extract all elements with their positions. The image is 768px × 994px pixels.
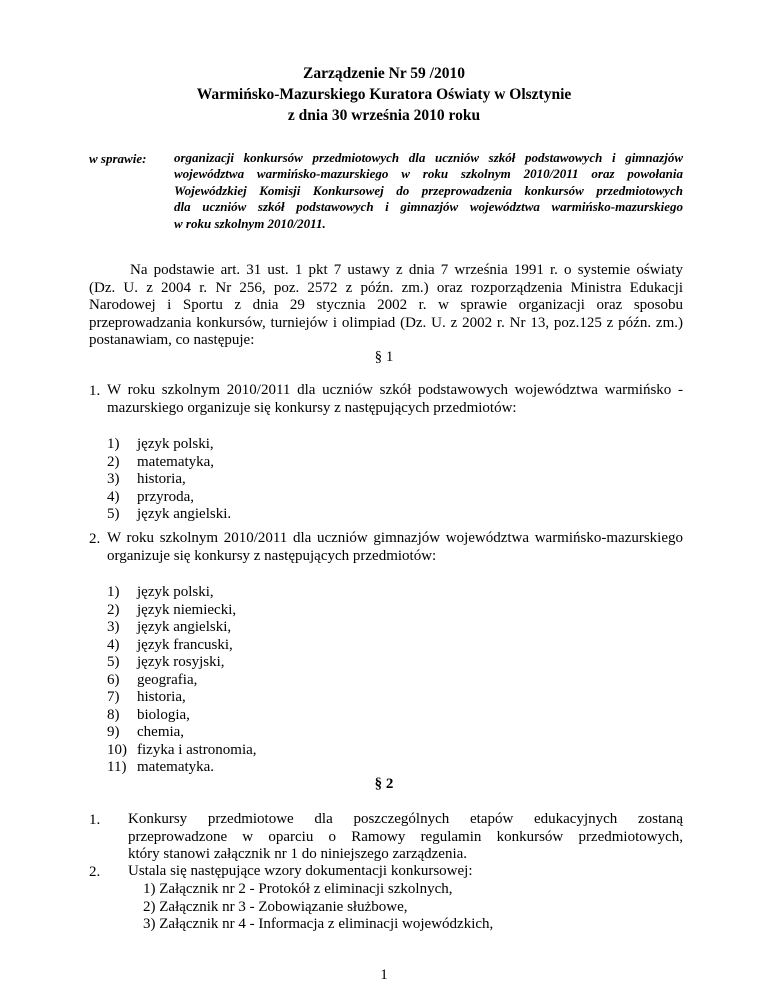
section-1-heading: § 1 [374,349,394,365]
preamble-paragraph: Na podstawie art. 31 ust. 1 pkt 7 ustawy z dnia 7 września 1991 r. o systemie oświaty (Dz. U. z 2004 r. Nr 256, poz. 2572 z późn. zm.) oraz rozporządzenia Ministra Edukacji Narodowej i Sportu z dnia 29 stycznia 2002 r. w sprawie organizacji oraz sposobu przeprowadzania konkursów, turniejów i olimpiad (Dz. U. z 2002 r. Nr 13, poz.125 z późn. zm.) postanawiam, co następuje: [89,262,683,349]
s2-point-1-text: Konkursy przedmiotowe dla poszczególnych etapów edukacyjnych zostaną przeprowadzone w oparciu o Ramowy regulamin konkursów przedmiotowych, który stanowi załącznik nr 1 do niniejszego zarządzenia. [128,811,683,863]
issuer-line: Warmińsko-Mazurskiego Kuratora Oświaty w Olsztynie [196,86,572,103]
list-item: 3) Załącznik nr 4 - Informacja z eliminacji wojewódzkich, [143,916,494,932]
subject-text: organizacji konkursów przedmiotowych dla uczniów szkół podstawowych i gimnazjów województwa warmińsko-mazurskiego w roku szkolnym 2010/2011 oraz powołania Wojewódzkiej Komisji Konkursowej do przeprowadzenia konkursów przedmiotowych dla uczniów szkół podstawowych i gimnazjów województwa warmińsko-mazurskiego w roku szkolnym 2010/2011. [174,150,683,231]
section-2-heading: § 2 [374,776,394,792]
document-title: Zarządzenie Nr 59 /2010 [302,65,465,82]
s1-point-2-text: W roku szkolnym 2010/2011 dla uczniów gimnazjów województwa warmińsko-mazurskiego organizuje się konkursy z następujących przedmiotów: [107,530,683,564]
list-item: 2) Załącznik nr 3 - Zobowiązanie służbowe, [143,898,408,915]
s1-point-1-text: W roku szkolnym 2010/2011 dla uczniów szkół podstawowych województwa warmińsko - mazurskiego organizuje się konkursy z następujących przedmiotów: [107,382,683,416]
s2-point-1-number: 1. [89,812,101,828]
s1-point-2-number: 2. [89,531,101,547]
s2-point-2-number: 2. [89,864,101,880]
s2-point-2-text: Ustala się następujące wzory dokumentacji konkursowej: [128,863,473,879]
date-line: z dnia 30 września 2010 roku [287,107,481,124]
documentation-templates-list [143,881,493,934]
page-number: 1 [380,967,388,983]
s1-point-1-number: 1. [89,383,101,399]
list-item: 1) Załącznik nr 2 - Protokół z eliminacji szkolnych, [143,881,453,897]
subject-label: w sprawie: [89,151,147,166]
document-page: Zarządzenie Nr 59 /2010 Warmińsko-Mazurskiego Kuratora Oświaty w Olsztynie z dnia 30 września 2010 roku w sprawie: organizacji konkursów przedmiotowych dla uczniów szkół podstawowych i gimnazjów województwa warmińsko-mazurskiego w roku szkolnym 2010/2011 oraz powołania Wojewódzkiej Komisji Konkursowej do przeprowadzenia konkursów przedmiotowych dla uczniów szkół podstawowych i gimnazjów województwa warmińsko-mazurskiego w roku szkolnym 2010/2011. Na podstawie art. 31 ust. 1 pkt 7 ustawy z dnia 7 września 1991 r. o systemie oświaty (Dz. U. z 2004 r. Nr 256, poz. 2572 z późn. zm.) oraz rozporządzenia Ministra Edukacji Narodowej i Sportu z dnia 29 stycznia 2002 r. w sprawie organizacji oraz sposobu przeprowadzania konkursów, turniejów i olimpiad (Dz. U. z 2002 r. Nr 13, poz.125 z późn. zm.) postanawiam, co następuje: § 1 1. W roku szkolnym 2010/2011 dla uczniów szkół podstawowych województwa warmińsko - mazurskiego organizuje się konkursy z następujących przedmiotów: 1) język polski, 2) matematyka, 3) historia, 4) przyroda, 5) język angielski. 2. W roku szkolnym 2010/2011 dla uczniów gimnazjów województwa warmińsko-mazurskiego organizuje się konkursy z następujących przedmiotów: 1) język polski, 2) język niemiecki, 3) język angielski, 4) język francuski, 5) język rosyjski, 6) geografia, 7) historia, 8) biologia, 9) chemia, 10) fizyka i astronomia, 11) matematyka. § 2 1. Konkursy przedmiotowe dla poszczególnych etapów edukacyjnych zostaną przeprowadzone w oparciu o Ramowy regulamin konkursów przedmiotowych, który stanowi załącznik nr 1 do niniejszego zarządzenia. 2. Ustala się następujące wzory dokumentacji konkursowej: 1) Załącznik nr 2 - Protokół z eliminacji szkolnych, 2) Załącznik nr 3 - Zobowiązanie służbowe, 3) Załącznik nr 4 - Informacja z eliminacji wojewódzkich, 1 [0,0,768,994]
